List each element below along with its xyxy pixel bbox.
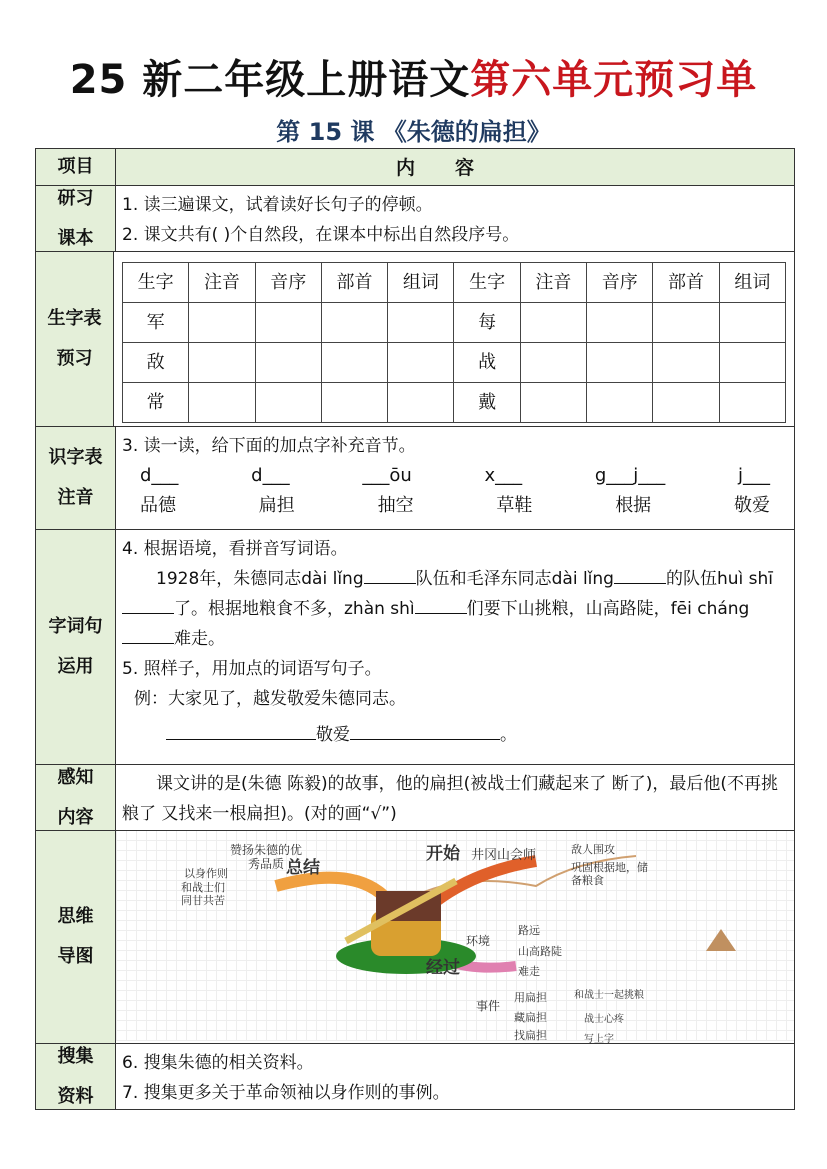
th: 生字 xyxy=(454,263,520,303)
worksheet-table xyxy=(35,148,795,1110)
word: 扁担 xyxy=(258,495,295,516)
blank[interactable] xyxy=(122,624,174,644)
th: 注音 xyxy=(520,263,586,303)
row-label xyxy=(36,252,114,426)
blank-cell[interactable] xyxy=(189,303,255,343)
header-row xyxy=(36,149,794,185)
row-label xyxy=(36,530,116,764)
mountain-icon xyxy=(706,929,736,951)
text: 的队伍huì shī xyxy=(665,569,774,589)
label-line: 内容 xyxy=(57,806,94,828)
blank-cell[interactable] xyxy=(653,303,719,343)
char: 军 xyxy=(123,303,189,343)
char: 戴 xyxy=(454,383,520,423)
row-label xyxy=(36,186,116,251)
text: 1928年，朱德同志dài lǐng xyxy=(156,569,364,589)
blank-cell[interactable] xyxy=(189,383,255,423)
node: 写上字 xyxy=(584,1034,614,1045)
label-line: 生字表 xyxy=(47,308,102,330)
row-content xyxy=(116,427,794,529)
blank-cell[interactable] xyxy=(587,383,653,423)
label-line: 思维 xyxy=(57,906,94,928)
character-table xyxy=(122,262,786,423)
word: 根据 xyxy=(615,495,652,516)
blank[interactable] xyxy=(364,564,416,584)
row-label xyxy=(36,1044,116,1109)
character-table-header xyxy=(123,263,786,303)
node: 井冈山会师 xyxy=(471,848,537,863)
words xyxy=(122,491,788,521)
row-research xyxy=(36,1043,794,1109)
blank-cell[interactable] xyxy=(255,303,321,343)
mind-map xyxy=(116,831,794,1045)
node: 路远 xyxy=(518,924,540,937)
sentence-line xyxy=(122,720,788,750)
label-line: 搜集 xyxy=(57,1045,94,1067)
row-perception xyxy=(36,764,794,830)
blank-cell[interactable] xyxy=(719,343,785,383)
blank-cell[interactable] xyxy=(388,383,454,423)
node: 找扁担 xyxy=(514,1029,547,1042)
label-line: 资料 xyxy=(57,1085,94,1107)
blank-cell[interactable] xyxy=(520,383,586,423)
th: 音序 xyxy=(587,263,653,303)
node: 山高路陡 xyxy=(518,945,562,958)
label-line: 预习 xyxy=(56,348,93,369)
blank-cell[interactable] xyxy=(719,383,785,423)
row-content xyxy=(116,530,794,764)
row-content xyxy=(114,252,794,426)
pinyin[interactable]: d___ xyxy=(251,465,290,486)
pinyin[interactable]: d___ xyxy=(140,465,179,486)
passage xyxy=(122,564,788,654)
table-row xyxy=(123,343,786,383)
header-item: 项目 xyxy=(36,149,116,185)
char: 敌 xyxy=(123,343,189,383)
title-red: 第六单元预习单 xyxy=(470,57,758,103)
blank-cell[interactable] xyxy=(587,343,653,383)
row-characters xyxy=(36,251,794,426)
node: 开始 xyxy=(426,844,460,864)
blank-cell[interactable] xyxy=(321,343,387,383)
task-3: 3. 读一读，给下面的加点字补充音节。 xyxy=(122,436,416,456)
blank-cell[interactable] xyxy=(255,383,321,423)
pinyin[interactable]: ___ōu xyxy=(362,465,412,486)
row-content xyxy=(116,186,794,251)
blank-cell[interactable] xyxy=(255,343,321,383)
row-study xyxy=(36,185,794,251)
row-mindmap xyxy=(36,830,794,1043)
th: 音序 xyxy=(255,263,321,303)
task-1: 1. 读三遍课文，试着读好长句子的停顿。 xyxy=(122,195,433,215)
th: 组词 xyxy=(388,263,454,303)
char: 每 xyxy=(454,303,520,343)
row-label xyxy=(36,765,116,830)
node: 藏扁担 xyxy=(514,1011,547,1024)
blank[interactable] xyxy=(166,720,316,740)
blank[interactable] xyxy=(415,594,467,614)
row-usage xyxy=(36,529,794,764)
th: 部首 xyxy=(321,263,387,303)
word: 草鞋 xyxy=(496,495,533,516)
table-row xyxy=(123,303,786,343)
row-pinyin xyxy=(36,426,794,529)
text: 队伍和毛泽东同志dài lǐng xyxy=(415,569,614,589)
blank-cell[interactable] xyxy=(520,303,586,343)
node: 赞扬朱德的优秀品质 xyxy=(229,843,302,871)
example: 例：大家见了，越发敬爱朱德同志。 xyxy=(134,689,406,709)
task-7: 7. 搜集更多关于革命领袖以身作则的事例。 xyxy=(122,1083,450,1103)
blank-cell[interactable] xyxy=(388,303,454,343)
label-line: 识字表 xyxy=(48,447,103,469)
node: 以身作则 xyxy=(184,867,228,880)
char: 战 xyxy=(454,343,520,383)
char: 常 xyxy=(123,383,189,423)
title-black: 25 新二年级上册语文 xyxy=(69,57,471,103)
blank-cell[interactable] xyxy=(653,383,719,423)
word: 品德 xyxy=(140,495,176,516)
text: 们要下山挑粮，山高路陡，fēi cháng xyxy=(466,599,750,619)
blank-cell[interactable] xyxy=(653,343,719,383)
th: 生字 xyxy=(123,263,189,303)
blank-cell[interactable] xyxy=(587,303,653,343)
table-row xyxy=(123,383,786,423)
pinyin[interactable]: j___ xyxy=(737,465,770,486)
row-content xyxy=(116,1044,794,1109)
blank[interactable] xyxy=(122,594,174,614)
node: 难走 xyxy=(518,965,540,978)
th: 注音 xyxy=(189,263,255,303)
blank-cell[interactable] xyxy=(321,383,387,423)
perception-text: 课文讲的是(朱德 陈毅)的故事，他的扁担(被战士们藏起来了 断了)，最后他(不再挑粮了 又找来一根扁担)。(对的画“√”) xyxy=(122,774,778,824)
node: 巩固根据地，储备粮食 xyxy=(571,861,648,887)
task-2: 2. 课文共有( )个自然段，在课本中标出自然段序号。 xyxy=(122,225,520,245)
node: 事件 xyxy=(476,999,501,1013)
lesson-title: 第 15 课 《朱德的扁担》 xyxy=(276,118,551,146)
label-line: 研习 xyxy=(57,187,94,209)
text: 。 xyxy=(500,725,517,745)
node: 经过 xyxy=(426,958,460,978)
text: 了。根据地粮食不多，zhàn shì xyxy=(174,599,415,619)
label-line: 导图 xyxy=(57,946,94,967)
node: 敌人围攻 xyxy=(571,843,615,856)
th: 组词 xyxy=(719,263,785,303)
task-4: 4. 根据语境，看拼音写词语。 xyxy=(122,539,348,559)
header-content: 内容 xyxy=(116,149,794,185)
blank-cell[interactable] xyxy=(719,303,785,343)
blank-cell[interactable] xyxy=(388,343,454,383)
th: 部首 xyxy=(653,263,719,303)
node: 和战士一起挑粮 xyxy=(574,990,644,1001)
node: 环境 xyxy=(466,934,491,948)
row-label xyxy=(36,427,116,529)
blank[interactable] xyxy=(350,720,500,740)
pinyin[interactable]: x___ xyxy=(484,465,523,486)
label-line: 课本 xyxy=(57,227,94,249)
label-line: 感知 xyxy=(57,766,94,788)
pinyin[interactable]: g___j___ xyxy=(594,465,666,486)
row-label xyxy=(36,831,116,1043)
node: 和战士们同甘共苦 xyxy=(181,881,225,907)
blank[interactable] xyxy=(614,564,666,584)
label-line: 注音 xyxy=(57,487,94,508)
word: 敬爱 xyxy=(733,495,770,516)
text: 难走。 xyxy=(174,629,225,649)
task-6: 6. 搜集朱德的相关资料。 xyxy=(122,1053,314,1073)
label-line: 运用 xyxy=(57,656,94,677)
task-5: 5. 照样子，用加点的词语写句子。 xyxy=(122,659,382,679)
node: 战士心疼 xyxy=(584,1014,624,1025)
label-line: 字词句 xyxy=(48,616,103,638)
node: 用扁担 xyxy=(514,991,547,1004)
page-title xyxy=(0,48,827,105)
pinyin-blanks xyxy=(122,461,788,491)
blank-cell[interactable] xyxy=(321,303,387,343)
blank-cell[interactable] xyxy=(520,343,586,383)
blank-cell[interactable] xyxy=(189,343,255,383)
text: 敬爱 xyxy=(316,725,350,745)
word: 抽空 xyxy=(377,495,414,516)
node: 总结 xyxy=(286,858,320,878)
